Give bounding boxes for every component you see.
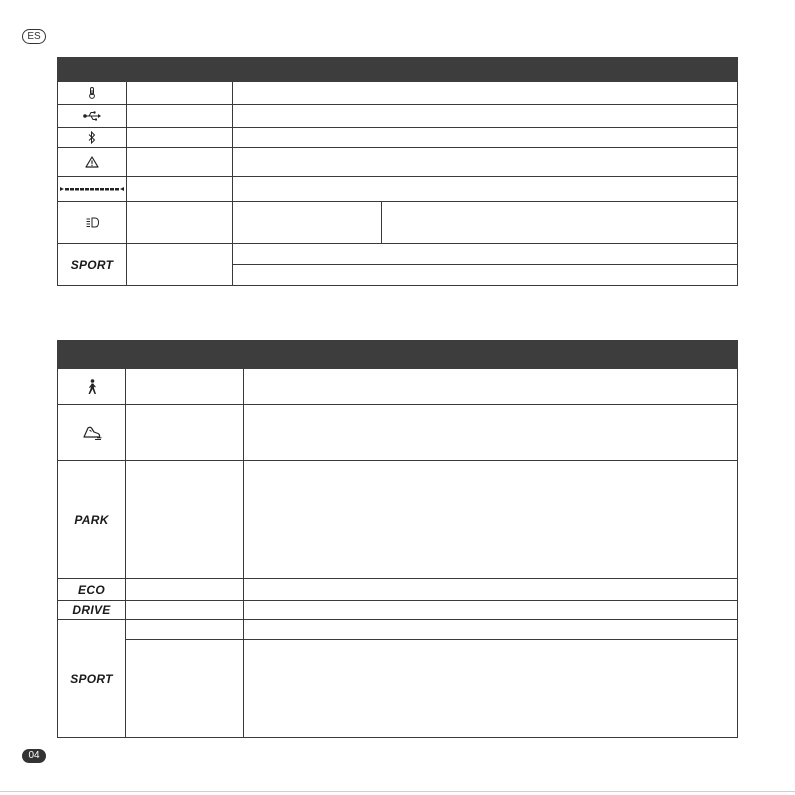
- table-row: [58, 579, 738, 601]
- table-row: [58, 601, 738, 620]
- mode-name-cell: [126, 640, 244, 738]
- description-cell: [233, 148, 738, 177]
- table-row: [58, 202, 738, 244]
- page-bottom-rule: [0, 791, 795, 792]
- name-cell: [127, 177, 233, 202]
- table-row: [58, 128, 738, 148]
- usb-icon: [83, 111, 101, 121]
- description-cell: [244, 405, 738, 461]
- cruise-shoe-icon: [82, 425, 102, 441]
- description-cell: [244, 601, 738, 620]
- header-cell-description: [244, 341, 738, 369]
- icon-cell: [58, 369, 126, 405]
- description-cell: [233, 105, 738, 128]
- state-cell: [233, 202, 382, 244]
- icon-cell: [58, 177, 127, 202]
- description-cell: [244, 369, 738, 405]
- icon-cell: [58, 405, 126, 461]
- icon-cell: [58, 105, 127, 128]
- display-icons-table: [57, 57, 738, 286]
- description-cell: [244, 620, 738, 640]
- icon-cell: [58, 82, 127, 105]
- name-cell: [127, 148, 233, 177]
- mode-name-cell: [126, 620, 244, 640]
- table-row: [58, 640, 738, 738]
- battery-level-bar-icon: [60, 186, 124, 192]
- mode-name-cell: [126, 369, 244, 405]
- name-cell: [127, 105, 233, 128]
- description-cell: [233, 265, 738, 286]
- thermometer-icon: [88, 87, 96, 99]
- name-cell: [127, 82, 233, 105]
- icon-cell: [58, 128, 127, 148]
- icon-cell: [58, 202, 127, 244]
- drive-mode-label: DRIVE: [72, 603, 111, 617]
- icon-cell: [58, 601, 126, 620]
- table-row: [58, 405, 738, 461]
- table-row: [58, 148, 738, 177]
- table-row: [58, 105, 738, 128]
- icon-cell: [58, 148, 127, 177]
- header-cell-state: [233, 58, 382, 82]
- table-row: [58, 461, 738, 579]
- header-cell-description: [382, 58, 738, 82]
- mode-name-cell: [126, 579, 244, 601]
- table-row: [58, 82, 738, 105]
- table-row: [58, 177, 738, 202]
- table-row: [58, 620, 738, 640]
- headlight-icon: [86, 217, 99, 228]
- table-row: [58, 369, 738, 405]
- icon-cell: [58, 620, 126, 738]
- description-cell: [244, 640, 738, 738]
- description-cell: [233, 177, 738, 202]
- table-header-row: [58, 341, 738, 369]
- eco-mode-label: ECO: [78, 582, 105, 597]
- table-row: [58, 244, 738, 265]
- name-cell: [127, 244, 233, 286]
- sport-mode-label: SPORT: [70, 671, 113, 686]
- icon-cell: [58, 244, 127, 286]
- description-cell: [244, 579, 738, 601]
- bluetooth-icon: [88, 131, 96, 144]
- sport-mode-label: SPORT: [70, 257, 114, 272]
- mode-name-cell: [126, 601, 244, 620]
- name-cell: [127, 202, 233, 244]
- description-cell: [233, 244, 738, 265]
- icon-cell: [58, 461, 126, 579]
- walking-person-icon: [87, 379, 97, 395]
- page-number-badge: 04: [22, 749, 46, 763]
- riding-modes-table: [57, 340, 738, 738]
- name-cell: [127, 128, 233, 148]
- mode-name-cell: [126, 461, 244, 579]
- mode-name-cell: [126, 405, 244, 461]
- description-cell: [382, 202, 738, 244]
- header-cell-name: [127, 58, 233, 82]
- warning-triangle-icon: [85, 156, 99, 168]
- icon-cell: [58, 579, 126, 601]
- header-cell-mode: [126, 341, 244, 369]
- language-badge: ES: [22, 29, 46, 44]
- park-mode-label: PARK: [74, 512, 109, 527]
- header-cell-icon: [58, 341, 126, 369]
- description-cell: [233, 82, 738, 105]
- table-header-row: [58, 58, 738, 82]
- description-cell: [233, 128, 738, 148]
- header-cell-icon: [58, 58, 127, 82]
- description-cell: [244, 461, 738, 579]
